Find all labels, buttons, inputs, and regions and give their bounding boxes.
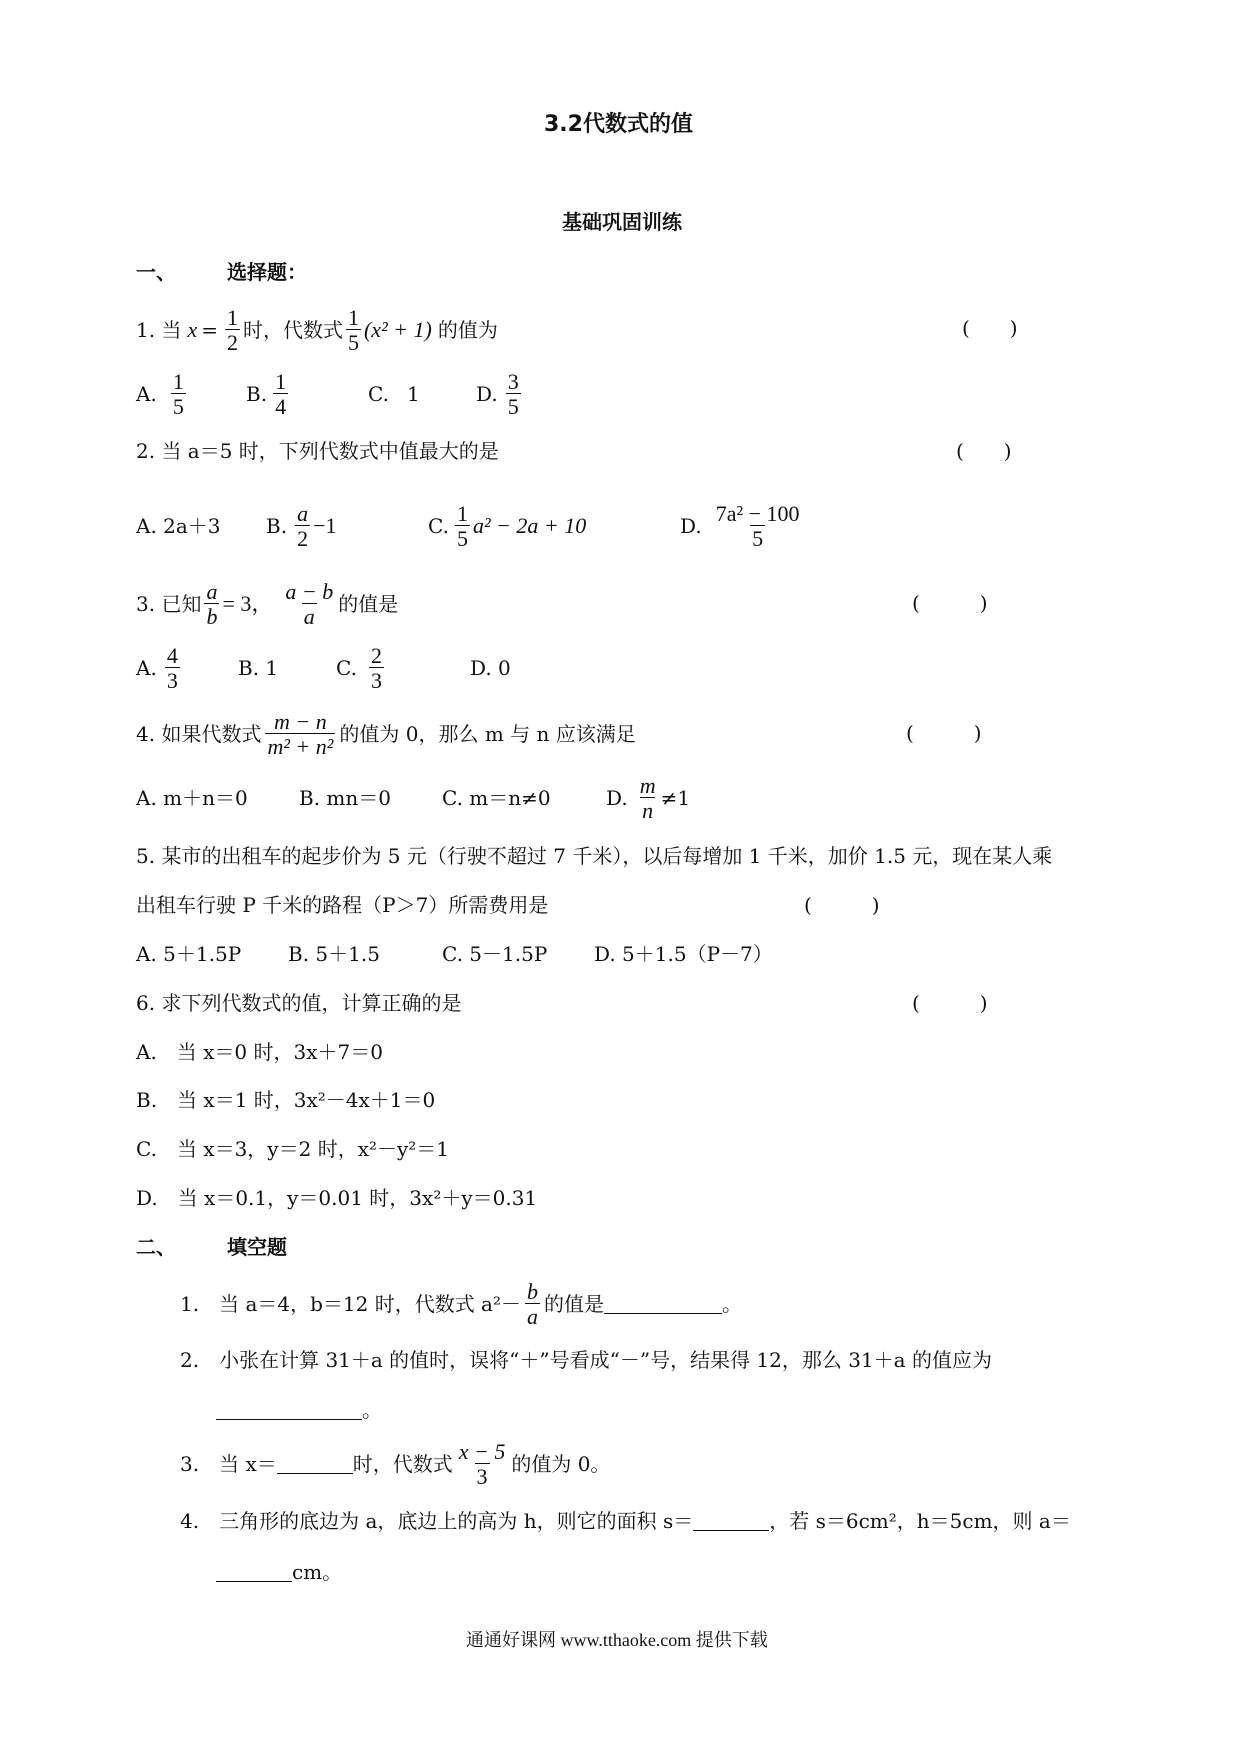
option-c: C. $\frac{1}{5}$ a² − 2a + 10 [428, 500, 587, 551]
option-b: B. 当 x＝1 时，3x²－4x＋1＝0 [136, 1088, 436, 1112]
options-q4 [136, 766, 690, 830]
answer-bracket: ( ) [956, 439, 1012, 463]
option-d: D. 5＋1.5（P－7） [594, 942, 773, 966]
question-2: 2. 当 a＝5 时，下列代数式中值最大的是 [136, 439, 499, 463]
answer-blank[interactable] [604, 1295, 722, 1314]
fill-question-2-line-2: 。 [216, 1400, 382, 1420]
section-heading-fill [136, 1237, 287, 1257]
fill-question-2: 2. 小张在计算 31＋a 的值时，误将“＋”号看成“－”号，结果得 12，那么 31＋a 的值应为 [180, 1348, 992, 1372]
option-a: A. 当 x＝0 时，3x＋7＝0 [136, 1040, 383, 1064]
question-1 [136, 300, 498, 360]
option-a: A. m＋n＝0 [136, 786, 248, 810]
option-d: D. $\frac{m}{n}$ ≠1 [606, 772, 691, 823]
option-d: D. 0 [470, 656, 511, 680]
options-q1 [136, 364, 524, 424]
answer-blank[interactable] [277, 1455, 353, 1474]
options-q5 [136, 944, 773, 964]
section-heading-choice [136, 262, 307, 282]
equals: = [201, 318, 218, 342]
option-c: C. 1 [368, 382, 420, 406]
options-q3 [136, 636, 511, 700]
section-number: 一、 [136, 260, 176, 284]
question-text: 的值为 [437, 318, 498, 342]
answer-bracket: ( ) [912, 991, 988, 1015]
answer-blank[interactable] [693, 1512, 769, 1531]
option-b: B. $\frac{1}{4}$ [246, 368, 287, 419]
answer-bracket: ( ) [906, 721, 982, 745]
section-label: 选择题： [226, 260, 307, 284]
option-a: A. $\frac{4}{3}$ [136, 642, 178, 693]
option-b: B. 5＋1.5 [288, 942, 380, 966]
fill-question-4-line-2: cm。 [216, 1562, 342, 1582]
section-number: 二、 [136, 1235, 176, 1259]
option-b: B. mn＝0 [299, 786, 391, 810]
answer-blank[interactable] [216, 1563, 292, 1582]
question-5-line-1: 5. 某市的出租车的起步价为 5 元（行驶不超过 7 千米），以后每增加 1 千米，加价 1.5 元，现在某人乘 [136, 844, 1053, 868]
fill-question-1: 1. 当 a＝4，b＝12 时，代数式 a²－ $\frac{b}{a}$ 的值是 。 [180, 1278, 742, 1329]
option-a: A. 5＋1.5P [136, 942, 242, 966]
variable: x [187, 317, 198, 342]
answer-bracket: ( ) [962, 316, 1018, 340]
option-a: A. 2a＋3 [136, 514, 221, 538]
fraction: $\frac{1}{2}$ [226, 304, 238, 355]
question-text: 时，代数式 [242, 318, 343, 342]
fraction: $\frac{1}{5}$ [347, 304, 359, 355]
question-5-line-2: 出租车行驶 P 千米的路程（P＞7）所需费用是 [136, 893, 549, 917]
question-4: 4. 如果代数式 $\frac{m - n}{\text{m² + n²}}$ 的值为 0，那么 m 与 n 应该满足 [136, 708, 636, 759]
option-b: B. 1 [238, 656, 279, 680]
section-subtitle: 基础巩固训练 [562, 210, 682, 234]
option-a: A. $\frac{1}{5}$ [136, 368, 184, 419]
option-c: C. m＝n≠0 [442, 786, 551, 810]
page-title: 3.2代数式的值 [544, 112, 693, 137]
option-d: D. 当 x＝0.1，y＝0.01 时，3x²＋y＝0.31 [136, 1186, 538, 1210]
section-label: 填空题 [226, 1235, 287, 1259]
answer-bracket: ( ) [804, 893, 880, 917]
question-6: 6. 求下列代数式的值，计算正确的是 [136, 991, 462, 1015]
page-footer: 通通好课网 www.tthaoke.com 提供下载 [466, 1630, 768, 1650]
question-3: 3. 已知 $\frac{a}{b}$ = 3， $\frac{a - b}{a}$ 的值是 [136, 578, 399, 629]
question-text: 1. 当 [136, 318, 182, 342]
answer-bracket: ( ) [912, 591, 988, 615]
option-d: D. $\frac{\text{7a² − 100}}{5}$ [680, 500, 800, 551]
fill-question-3: 3. 当 x＝ 时，代数式 $\frac{x - 5}{3}$ 的值为 0。 [180, 1438, 611, 1489]
options-q2 [136, 494, 804, 558]
answer-blank[interactable] [216, 1401, 362, 1420]
expression: (x² + 1) [363, 317, 432, 342]
option-c: C. 5－1.5P [442, 942, 548, 966]
option-b: B. $\frac{a}{2}$ −1 [266, 500, 337, 551]
option-d: D. $\frac{3}{5}$ [476, 368, 519, 419]
option-c: C. $\frac{2}{3}$ [336, 642, 382, 693]
fill-question-4: 4. 三角形的底边为 a，底边上的高为 h，则它的面积 s＝ ，若 s＝6cm²，h＝5cm，则 a＝ [180, 1509, 1071, 1533]
option-c: C. 当 x＝3，y＝2 时，x²－y²＝1 [136, 1137, 450, 1161]
